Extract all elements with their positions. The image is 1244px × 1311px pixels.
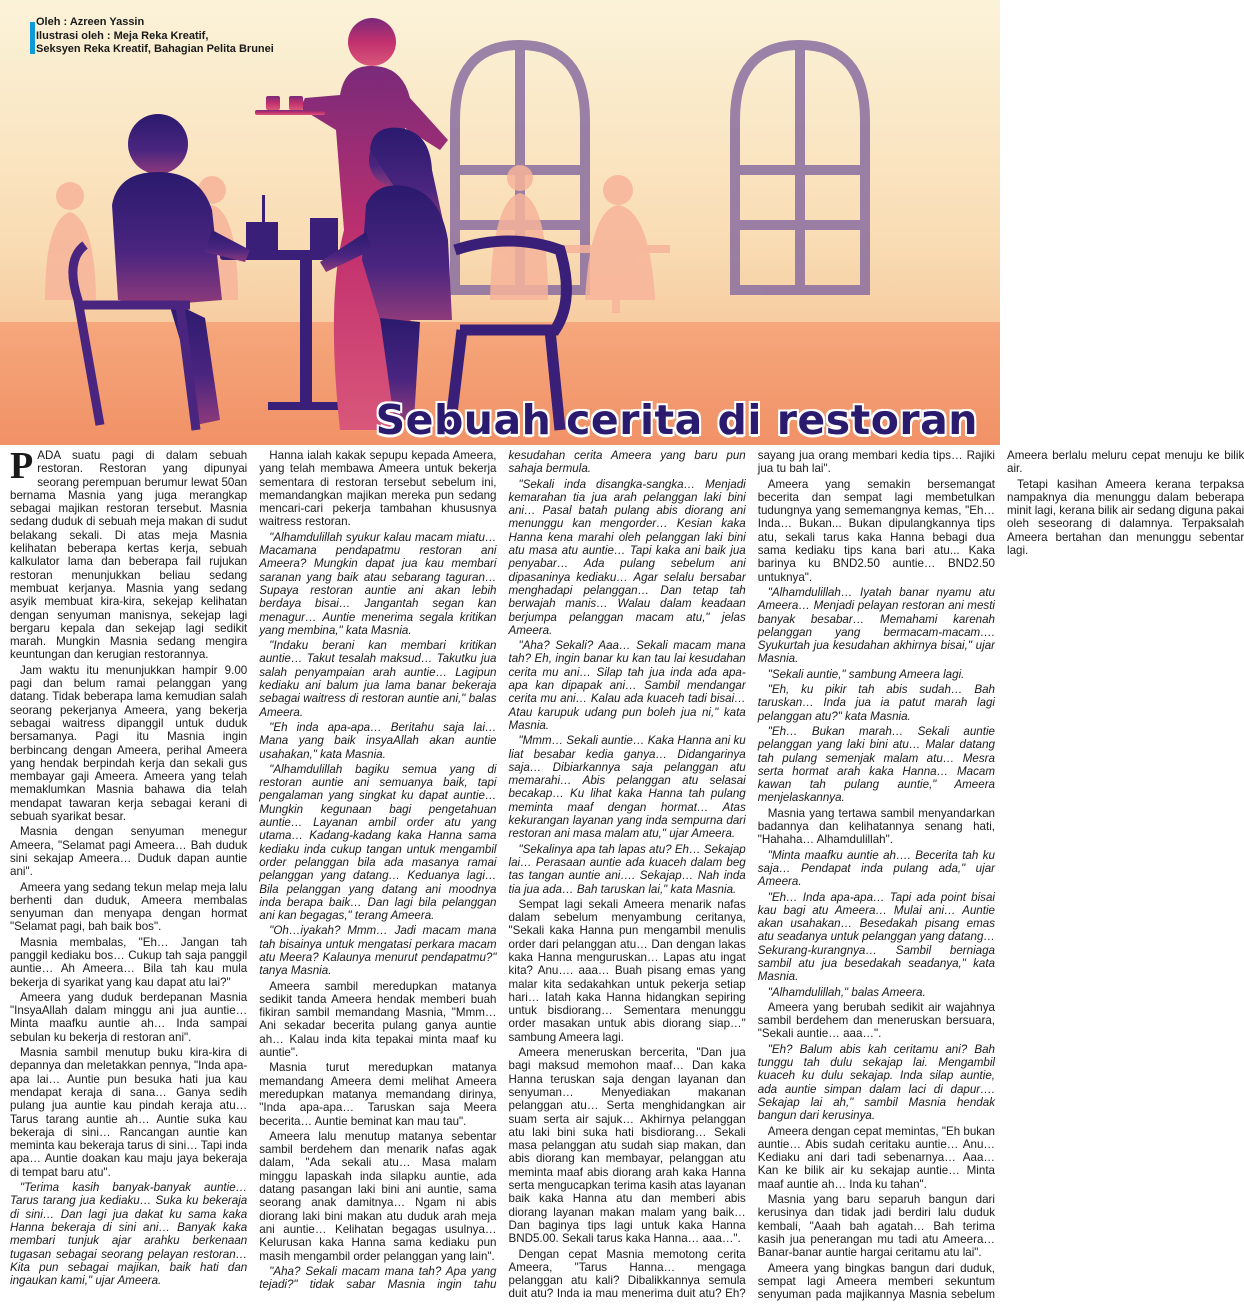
article-paragraph — [259, 721, 496, 761]
paragraph-text: Masnia yang baru separuh bangun dari kerusinya dan tidak jadi berdiri lalu duduk kembali, "Aaah bah agatah… Bah terima kasih jua penerangan mu tadi atu Ameera… Banar-banar auntie hargai ceritamu atu lai". — [757, 1193, 995, 1260]
article-paragraph — [10, 1181, 247, 1287]
paragraph-text: "Indaku berani kan membari kritikan auntie… Takut tesalah maksud… Takutku jua salah penyampaian arah auntie… Lagipun kediaku ani balum jua lama banar bekeraja sebagai waitress di restoran auntie ani," balas Ameera. — [259, 639, 497, 719]
article-paragraph — [10, 936, 247, 989]
article-paragraph — [758, 478, 995, 584]
article-paragraph — [10, 664, 247, 824]
paragraph-text: "Eh… Bukan marah… Sekali auntie pelanggan yang laki bini atu… Malar datang tah pulang semenjak malam atu… Mesra serta hormat arah kaka Hanna… Macam kawan tah pulang auntie," Ameera menjelaskannya. — [757, 724, 995, 805]
article-paragraph — [758, 683, 995, 723]
article-paragraph — [259, 531, 496, 637]
paragraph-text: "Oh…iyakah? Mmm… Jadi macam mana tah bisainya untuk mengatasi perkara macam atu Meera? Kalaunya menurut pendapatmu?" tanya Masnia. — [259, 924, 497, 978]
article-paragraph — [758, 1001, 995, 1041]
paragraph-text: Ameera yang bingkas bangun dari duduk, sempat lagi Ameera memberi sekuntum senyuman pada majikannya Masnia sebelum Ameera berlalu meluru cepat menuju ke bilik air. — [757, 449, 1244, 1302]
paragraph-text: "Alhamdulillah bagiku semua yang di restoran auntie ani semuanya baik, tapi pengalaman yang singkat ku dapat auntie… Mungkin kegunaan bagi pengetahuan auntie… Layanan ambil order atu yang utama… Kadang-kadang kaka Hanna sama kediaku inda cukup tangan untuk mengambil order pelanggan bila ada masanya ramai pelanggan yang datang… Keduanya lagi… Bila pelanggan yang datang ani moodnya inda berapa baik… Dan lagi bila pelanggan ani kan begagas," terang Ameera. — [259, 762, 497, 923]
paragraph-text: Ameera yang duduk berdepanan Masnia "InsyaAllah dalam minggu ani jua auntie… Minta maafku auntie ah… Inda sampai sebulan ku bekerja di restoran ani". — [10, 990, 248, 1044]
paragraph-text: Masnia dengan senyuman menegur Ameera, "Selamat pagi Ameera… Bah duduk sini sekajap Ameera… Duduk dapan auntie ani". — [10, 825, 248, 879]
article-paragraph — [509, 843, 746, 896]
paragraph-text: Ameera sambil meredupkan matanya sedikit tanda Ameera hendak memberi buah fikiran sambil memandang Masnia, "Mmm… Ani sekadar becerita pulang ganya auntie ah… Kalau inda kita tepakai minta maaf ku auntie". — [259, 979, 497, 1060]
paragraph-text: "Alhamdulillah… Iyatah banar nyamu atu Ameera… Menjadi pelayan restoran ani mesti banyak besabar… Memahami karenah pelanggan yang bermacam-macam…. Syukurtah jua kesudahan akhirnya bisai," ujar Masnia. — [757, 585, 995, 666]
article-paragraph — [259, 763, 496, 923]
headline: Sebuah cerita di restoran — [375, 396, 978, 444]
article-paragraph — [758, 586, 995, 666]
paragraph-text: "Eh, ku pikir tah abis sudah… Bah taruskan… Inda jua ia patut marah lagi pelanggan atu?" kata Masnia. — [757, 683, 995, 723]
paragraph-text: "Minta maafku auntie ah…. Becerita tah ku saja… Pendapat inda pulang ada," ujar Ameera. — [757, 848, 995, 889]
article-paragraph — [10, 825, 247, 878]
paragraph-text: Ameera lalu menutup matanya sebentar sambil berdehem dan menarik nafas agak dalam, "Ada sekali atu… Masa malam minggu lapaskah inda silapku auntie, ada datang pasangan laki bini ani auntie, sama seorang anak damitnya… Ngam ni abis diorang laki bini makan atu duduk arah meja ani auntie… Kelihatan begagas usulnya… Kelurusan kaka Hanna sama kediaku pun masih mengambil order pelanggan yang lain". — [259, 1129, 497, 1263]
article-paragraph — [509, 1046, 746, 1245]
article-paragraph — [758, 849, 995, 889]
illustrator-credit-line1: Ilustrasi oleh : Meja Reka Kreatif, — [36, 29, 209, 42]
paragraph-text: Sempat lagi sekali Ameera menarik nafas dalam sebelum menyambung ceritanya, "Sekali kaka Hanna pun mengambil menulis order dari pelanggan atu… Dan dengan lakas kaka Hanna menguruskan… Lapas atu ingat kita? Anu…. aaa… Buah pisang emas yang malar kita sedakahkan untuk pekerja setiap hari… Iatah kaka Hanna hidangkan sepiring untuk bisdiorang… Sementara menunggu order masakan untuk abis diorang siap…" sambung Ameera lagi. — [508, 897, 746, 1044]
author-credit: Oleh : Azreen Yassin — [36, 16, 145, 28]
paragraph-text: Ameera yang berubah sedikit air wajahnya sambil berdehem dan meneruskan bersuara, "Sekali auntie… aaa…". — [757, 1000, 995, 1041]
paragraph-text: "Aha? Sekali macam mana tah? Apa yang tejadi?" tidak sabar Masnia ingin tahu kesudahan cerita Ameera yang baru pun sahaja bermula. — [259, 449, 746, 1292]
article-paragraph — [509, 898, 746, 1044]
paragraph-text: Jam waktu itu menunjukkan hampir 9.00 pagi dan belum ramai pelanggan yang datang. Tidak beberapa lama kemudian salah seorang pekerjanya Ameera, yang bekerja sebagai waitress dipanggil untuk duduk bersamanya. Pagi itu Masnia ingin berbincang dengan Ameera, perihal Ameera yang hendak berpindah kerja dan sekali gus membayar gaji Ameera. Ameera yang telah memaklumkan Masnia bahawa dia telah mendapat tawaran kerja sebagai kerani di sebuah syarikat besar. — [10, 663, 248, 824]
drop-cap: P — [10, 445, 34, 487]
article-paragraph — [758, 668, 995, 681]
article-paragraph — [10, 1046, 247, 1179]
article-paragraph — [758, 1043, 995, 1123]
article-paragraph — [758, 986, 995, 999]
article-paragraph — [758, 1193, 995, 1259]
article-paragraph — [509, 639, 746, 732]
paragraph-text: Ameera dengan cepat memintas, "Eh bukan auntie… Abis sudah ceritaku auntie… Anu… Kediaku ani dari tadi sebenarnya… Aaa… Kan ke bilik air ku sekajap auntie… Minta maaf auntie ah… Inda ku tahan". — [757, 1124, 995, 1191]
paragraph-text: Ameera yang semakin bersemangat becerita dan sempat lagi membetulkan tudungnya yang sememangnya kemas, "Eh… Inda… Bukan... Bukan dipulangkannya tips atu, sekali tarus kaka Hanna bebagi dua sama kediaku tips kana bari atu... Kaka barinya ku BND2.50 auntie… BND2.50 untuknya". — [757, 477, 995, 584]
paragraph-text: "Alhamdulillah," balas Ameera. — [767, 985, 926, 999]
article-paragraph — [758, 1125, 995, 1191]
paragraph-text: "Aha? Sekali? Aaa… Sekali macam mana tah? Eh, ingin banar ku kan tau lai kesudahan cerita mu ani… Silap tah jua inda ada apa-apa kan dipapak ani… Sambil mendangar cerita mu ani… Kalau ada kuaceh tadi bisai… Atau karupuk udang pun boleh jua ni," kata Masnia. — [508, 639, 746, 732]
illustrator-credit-line2: Seksyen Reka Kreatif, Bahagian Pelita Brunei — [36, 43, 274, 55]
article-paragraph — [259, 924, 496, 977]
paragraph-text: Masnia membalas, "Eh… Jangan tah panggil kediaku bos… Cukup tah saja panggil auntie… Ah Ameera… Bila tah kau mula bekerja di syarikat yang kau dapat atu lai?" — [10, 935, 248, 989]
byline — [36, 16, 274, 57]
paragraph-text: "Eh? Balum abis kah ceritamu ani? Bah tunggu tah dulu sekajap lai. Mengambil kuaceh ku dulu sekajap. Inda silap auntie, ada auntie simpan dalam laci di dapur…. Sekajap lai ah," sambil Masnia hendak bangun dari kerusinya. — [757, 1042, 995, 1123]
cover-illustration — [0, 0, 1000, 445]
paragraph-text: Dengan cepat Masnia memotong cerita Ameera, "Tarus Hanna… mengaga pelanggan atu kali? Dibalikkannya semula duit atu? Inda ia mau menerima duit atu? Eh? sayang jua orang membari kedia tips… Rajiki jua tu bah lai". — [508, 449, 995, 1301]
article-paragraph — [259, 1061, 496, 1127]
article-body — [10, 445, 1244, 1307]
paragraph-text: Masnia sambil menutup buku kira-kira di depannya dan meletakkan pennya, "Inda apa-apa lai… Auntie pun besuka hati jua kau mendapat keraja di sana… Ganya sedih pulang jua auntie kau pindah keraja atu… Tarus tarang auntie ah… Auntie suka kau bekeraja di sini… Rancangan auntie kan meminta kau bekeraja tarus di sini… Tapi inda apa… Auntie doakan kau maju jaya bekeraja di tempat baru atu". — [10, 1046, 248, 1179]
paragraph-text: "Sekali inda disangka-sangka… Menjadi kemarahan tia jua arah pelanggan laki bini ani… Pasal batah pulang abis diorang ani menunggu kan mengorder… Kesian kaka Hanna kena marahi oleh pelanggan laki bini atu masa atu auntie… Tapi kaka ani baik jua penyabar… Ada pulang sebelum ani dipasaninya kediaku… Agar selalu bersabar menghadapi pelanggan… Dan tetap tah berwajah manis… Walau dalam keadaan berjumpa pelanggan macam atu," jelas Ameera. — [508, 477, 746, 637]
article-paragraph — [259, 980, 496, 1060]
credit-accent-bar — [30, 22, 35, 54]
paragraph-text: Tetapi kasihan Ameera kerana terpaksa nampaknya dia menunggu dalam beberapa minit lagi, kerana bilik air sedang diguna pakai oleh seseorang di dalamnya. Terpaksalah Ameera bertahan dan menunggu sebentar lagi. — [1007, 477, 1244, 558]
paragraph-text: ADA suatu pagi di dalam sebuah restoran. Restoran yang dipunyai seorang perempuan berumur lewat 50an bernama Masnia yang juga merangkap sebagai majikan restoran tersebut. Masnia sedang duduk di sebuah meja makan di sudut belakang sekali. Di atas meja Masnia kelihatan beberapa kertas kerja, sebuah kalkulator lama dan beberapa fail rujukan restoran menunjukkan beliau sedang membuat kerjanya. Masnia yang sedang asyik membuat kira-kira, sekejap kelihatan dengan senyuman manisnya, sekejap lagi bergaru kepala dan sekejap lagi sedikit marah. Mungkin Masnia sedang mengira keuntungan dan kerugian restorannya. — [10, 449, 248, 662]
article-paragraph — [259, 449, 496, 529]
paragraph-text: "Sekalinya apa tah lapas atu? Eh… Sekajap lai… Perasaan auntie ada kuaceh dalam beg tas tangan auntie ani…. Sekajap… Nah inda tia jua ada… Bah taruskan lai," kata Masnia. — [508, 842, 746, 896]
paragraph-text: "Mmm… Sekali auntie… Kaka Hanna ani ku liat besabar kedia ganya… Didangarinya saja… Dibiarkannya saja pelanggan atu memarahi… Abis pelanggan atu selasai becakap… Ku lihat kaka Hanna tah pulang meminta maaf dengan hormat… Atas kekurangan layanan yang inda sempurna dari restoran ani masa malam atu," ujar Ameera. — [508, 734, 746, 841]
article-paragraph — [259, 1130, 496, 1263]
paragraph-text: Masnia yang tertawa sambil menyandarkan badannya dan kelihatannya senang hati, "Hahaha… Alhamdulillah". — [757, 806, 995, 847]
paragraph-text: Hanna ialah kakak sepupu kepada Ameera, yang telah membawa Ameera untuk bekerja sementara di restoran tersebut sebelum ini, memandangkan majikan mereka pun sedang mencari-cari pekerja tambahan khususnya waitress restoran. — [259, 449, 497, 529]
paragraph-text: Masnia turut meredupkan matanya memandang Ameera demi melihat Ameera meredupkan matanya memandang dirinya, "Inda apa-apa… Taruskan saja Meera becerita… Auntie beminat kan mau tau". — [259, 1061, 497, 1128]
article-paragraph — [509, 734, 746, 840]
article-paragraph — [10, 445, 248, 662]
article-paragraph — [1007, 478, 1244, 558]
paragraph-text: "Eh inda apa-apa… Beritahu saja lai… Mana yang baik insyaAllah akan auntie usahakan," kata Masnia. — [259, 720, 497, 761]
article-paragraph — [10, 991, 247, 1044]
article-paragraph — [758, 891, 995, 984]
paragraph-text: "Alhamdulillah syukur kalau macam miatu… Macamana pendapatmu restoran ani Ameera? Mungkin dapat jua kau membari saranan yang baik atau sebarang taguran… Supaya restoran auntie ani akan lebih berdaya bisai… Jangantah segan kan menagur… Auntie menerima segala kritikan yang membina," kata Masnia. — [259, 530, 497, 637]
article-paragraph — [10, 881, 247, 934]
paragraph-text: Ameera meneruskan bercerita, "Dan jua bagi maksud memohon maaf… Dan kaka Hanna teruskan saja dengan layanan dan senyuman… Menyediakan makanan pelanggan atu… Serta menghidangkan air suam serta air sajuk… Akhirnya pelanggan atu laki bini suka hati bisdiorang… Sekali masa pelanggan atu sudah siap makan, dan abis diorang kan membayar, pelanggan atu meminta maaf abis diorang arah kaka Hanna serta mengucapkan terima kasih atas layanan baik kaka Hanna atu dan memberi abis diorang layanan makan malam yang baik… Dan baginya tips lagi untuk kaka Hanna BND5.00. Sekali tarus kaka Hanna… aaa…". — [508, 1046, 746, 1246]
article-paragraph — [509, 478, 746, 638]
paragraph-text: "Terima kasih banyak-banyak auntie… Tarus tarang jua kediaku… Suka ku bekeraja di sini… Dan lagi jua dakat ku sama kaka Hanna bekeraja di sini ani… Banyak kaka membari tunjuk ajar arahku berkenaan tugasan sebagai seorang pelayan restoran… Kita pun sebagai majikan, baik hati dan ingaukan kami," ujar Ameera. — [10, 1181, 248, 1288]
paragraph-text: Ameera yang sedang tekun melap meja lalu berhenti dan duduk, Ameera membalas senyuman dan menyapa dengan hormat "Selamat pagi, bah baik bos". — [10, 880, 248, 934]
article-paragraph — [758, 725, 995, 805]
article-paragraph — [758, 807, 995, 847]
article-paragraph — [259, 639, 496, 719]
paragraph-text: "Eh… Inda apa-apa… Tapi ada point bisai kau bagi atu Ameera… Mulai ani… Auntie akan usahakan… Besedakah pisang emas atu seadanya untuk pelanggan yang datang… Sekurang-kurangnya… Sambil berniaga sambil atu jua besedakah seadanya," kata Masnia. — [757, 890, 995, 984]
paragraph-text: "Sekali auntie," sambung Ameera lagi. — [767, 667, 965, 681]
